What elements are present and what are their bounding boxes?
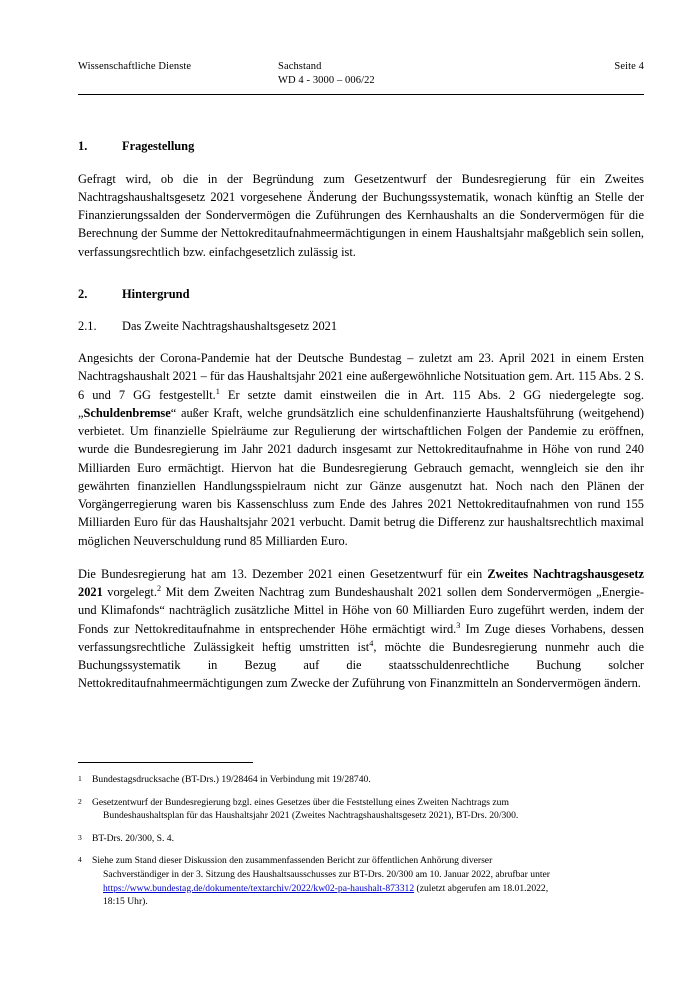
footnote-item — [78, 854, 644, 908]
footnote-ref-1: 1 — [215, 386, 220, 396]
subsection-number: 2.1. — [78, 318, 97, 333]
footnote-line-1: Gesetzentwurf der Bundesregierung bzgl. eines Gesetzes über die Feststellung eines Zweiten Nachtrags zum — [92, 796, 509, 808]
footnote-line-2: Sachverständiger in der 3. Sitzung des Haushaltsausschusses zur BT-Drs. 20/300 am 10. Januar 2022, abrufbar unter — [103, 869, 550, 881]
para2-text-b: vorgelegt. — [102, 585, 157, 600]
header-divider — [78, 94, 644, 95]
footnote-link[interactable]: https://www.bundestag.de/dokumente/textarchiv/2022/kw02-pa-haushalt-873312 — [103, 882, 415, 894]
footnote-text: Bundestagsdrucksache (BT-Drs.) 19/28464 in Verbindung mit 19/28740. — [92, 774, 371, 785]
header-right — [554, 60, 644, 74]
section-heading-fragestellung — [78, 137, 644, 155]
section-title: Hintergrund — [122, 286, 190, 301]
subsection-heading-nachtragshaushaltsgesetz — [78, 317, 644, 335]
header-center — [278, 60, 554, 88]
footnote-ref-4: 4 — [369, 638, 374, 648]
section-number: 2. — [78, 286, 88, 301]
footnote-line-1: Siehe zum Stand dieser Diskussion den zusammenfassenden Bericht zur öffentlichen Anhörung diverser — [92, 855, 493, 867]
footnote-ref-2: 2 — [156, 583, 162, 593]
paragraph-fragestellung: Gefragt wird, ob die in der Begründung zum Gesetzentwurf der Bundesregierung für ein Zweites Nachtragshaushaltsgesetz 2021 vorgesehene Änderung der Buchungssystematik, wonach künftig an Stelle der Finanzierungssalden der Sondervermögen die Zuführungen des Kernhaushalts an die Sondervermögen für die Berechnung der Summe der Nettokreditaufnahmeermächtigungen in einem Haushaltsjahr maßgeblich sein sollen, verfassungsrechtlich bzw. einfachgesetzlich zulässig ist. — [78, 171, 644, 259]
footnote-item — [78, 796, 644, 823]
footnote-marker: 2 — [78, 796, 82, 806]
term-schuldenbremse: Schuldenbremse — [83, 405, 171, 420]
footnote-text: BT-Drs. 20/300, S. 4. — [92, 832, 175, 844]
para-text-a: Angesichts der Corona-Pandemie hat der Deutsche Bundestag – zuletzt am 23. April 2021 in einem Ersten Nachtragshaushalt 2021 – für das Haushaltsjahr 2021 eine außergewöhnliche Notsituation gem. Art. 115 Abs. 2 S. 6 und 7 GG festgestellt. — [78, 351, 644, 402]
paragraph-hintergrund-1 — [78, 349, 644, 550]
footnote-marker: 4 — [78, 855, 82, 865]
footnote-line-2: Bundeshaushaltsplan für das Haushaltsjahr 2021 (Zweites Nachtragshaushaltsgesetz 2021), BT-Drs. 20/300. — [103, 810, 519, 822]
document-body — [78, 137, 644, 692]
section-heading-hintergrund — [78, 285, 644, 303]
term-zweites-nachtragshausgesetz: Zweites Nachtragshausgesetz 2021 — [78, 566, 644, 600]
page-header — [78, 60, 644, 88]
paragraph-hintergrund-2 — [78, 565, 644, 693]
footnote-marker: 1 — [78, 774, 82, 783]
header-department: Wissenschaftliche Dienste — [78, 61, 192, 72]
footnote-line-3-tail: (zuletzt abgerufen am 18.01.2022, — [414, 882, 549, 894]
para2-text-e: , möchte die Bundesregierung nunmehr auch die Buchungssystematik in Bezug auf die staatsschuldenrechtliche Buchung solcher Nettokreditaufnahmeermächtigungen zum Zwecke der Zuführung von Finanzmitteln an Sondervermögen ändern. — [78, 639, 644, 691]
footnote-item — [78, 773, 644, 787]
subsection-title: Das Zweite Nachtragshaushaltsgesetz 2021 — [122, 318, 338, 333]
footnote-text — [92, 796, 644, 823]
header-page-number: Seite 4 — [614, 61, 644, 72]
footnote-separator — [78, 762, 253, 763]
footnotes-area — [78, 762, 644, 918]
section-spacer — [78, 276, 644, 285]
para2-text-a: Die Bundesregierung hat am 13. Dezember 2021 einen Gesetzentwurf für ein — [78, 566, 488, 581]
footnote-line-3 — [92, 882, 644, 896]
footnote-item — [78, 832, 644, 846]
header-left — [78, 60, 278, 74]
footnote-line-4: 18:15 Uhr). — [103, 896, 148, 908]
footnote-marker: 3 — [78, 832, 82, 842]
section-title: Fragestellung — [122, 139, 195, 154]
para2-text-c: Mit dem Zweiten Nachtrag zum Bundeshaushalt 2021 sollen dem Sondervermögen „Energie- und Klimafonds“ nachträglich zusätzliche Mittel in Höhe von 60 Milliarden Euro zugeführt werden, indem der Fonds zur Nettokreditaufnahme in entsprechender Höhe ermächtigt wird. — [78, 585, 644, 636]
header-doctype: Sachstand — [278, 61, 322, 72]
header-docnumber: WD 4 - 3000 – 006/22 — [278, 75, 375, 87]
footnote-ref-3: 3 — [456, 620, 461, 630]
para-text-c: “ außer Kraft, welche grundsätzlich eine schuldenfinanzierte Haushaltsführung (weitgehend) verbietet. Um finanzielle Spielräume zur Regulierung der wirtschaftlichen Folgen der Pandemie zu eröffnen, wurde die Bundesregierung im Jahr 2021 dadurch insgesamt zur Nettokreditaufnahme in Höhe von rund 240 Milliarden Euro ermächtigt. Hiervon hat die Bundesregierung Gebrauch gemacht, wenngleich sie den ihr gewährten finanziellen Handlungsspielraum nicht zur Gänze ausgenutzt hat. Noch nach den Plänen der Vorgängerregierung waren bis Kassenschluss zum Ende des Jahres 2021 Nettokreditaufnahmen von rund 155 Milliarden Euro für das Haushaltsjahr 2021 verbucht. Damit betrug die Differenz zur haushaltsrechtlich maximal möglichen Neuverschuldung rund 85 Milliarden Euro. — [78, 405, 644, 548]
para2-text-d: Im Zuge dieses Vorhabens, dessen verfassungsrechtliche Zulässigkeit heftig umstritten ist — [78, 621, 644, 654]
footnote-text — [92, 854, 644, 908]
section-number: 1. — [78, 139, 88, 154]
para-text-b: Er setzte damit einstweilen die in Art. 115 Abs. 2 GG niedergelegte sog. „ — [78, 387, 644, 420]
